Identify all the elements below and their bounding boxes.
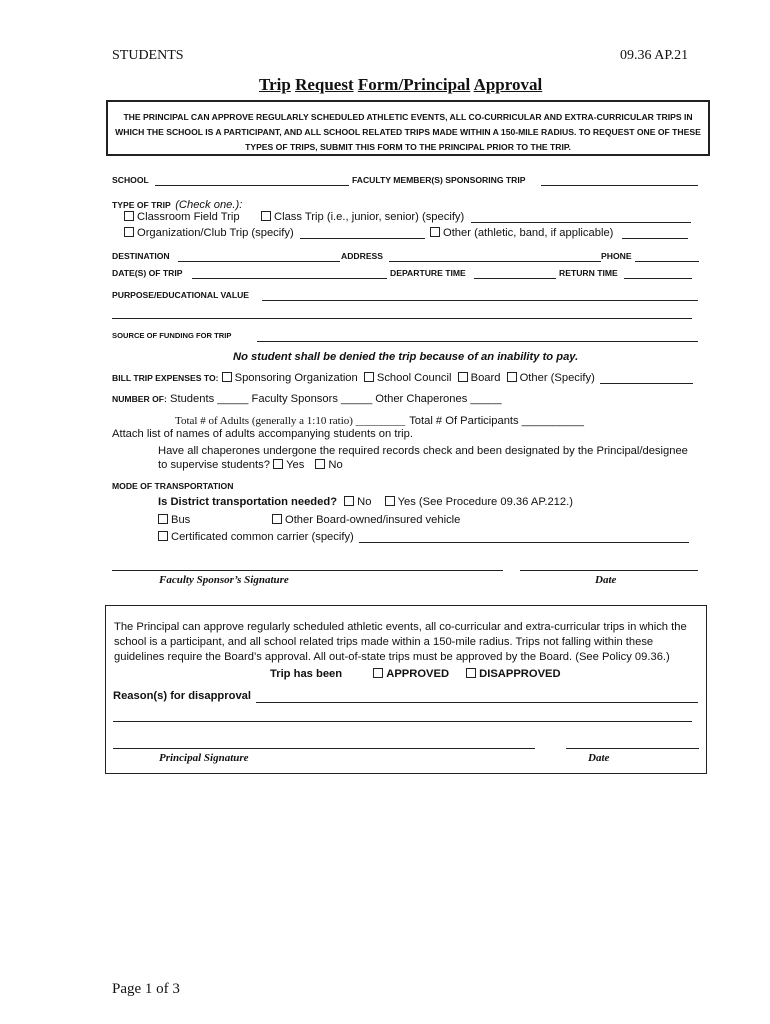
return-field[interactable] — [624, 278, 692, 279]
mode-label: MODE OF TRANSPORTATION — [112, 481, 234, 491]
carrier-label: Certificated common carrier (specify) — [171, 531, 354, 543]
district-no-label: No — [357, 496, 372, 508]
bill-council-label: School Council — [376, 372, 452, 384]
departure-label: DEPARTURE TIME — [390, 268, 466, 278]
bus-label: Bus — [171, 514, 191, 526]
header-left: STUDENTS — [112, 48, 184, 63]
district-yes-label: Yes (See Procedure 09.36 AP.212.) — [397, 496, 573, 508]
total-adults: Total # of Adults (generally a 1:10 ratio) _________ — [175, 415, 406, 427]
number-label: NUMBER OF: — [112, 394, 167, 404]
option-class-label: Class Trip (i.e., junior, senior) (specify) — [274, 211, 465, 223]
bill-sponsor-label: Sponsoring Organization — [234, 372, 358, 384]
chaperone-question: Have all chaperones undergone the required records check and been designated by the Principal/designee — [158, 445, 688, 457]
sponsor-signature-label: Faculty Sponsor’s Signature — [159, 574, 289, 586]
district-row — [158, 496, 573, 508]
reasons-field-2[interactable] — [113, 721, 692, 722]
title-word-2: Request — [295, 75, 354, 94]
bill-board-label: Board — [470, 372, 501, 384]
chaperone-yes-label: Yes — [286, 459, 305, 471]
checkbox-carrier[interactable] — [158, 531, 168, 541]
district-question: Is District transportation needed? — [158, 496, 338, 508]
title-word-1: Trip — [259, 75, 291, 94]
principal-signature-label: Principal Signature — [159, 752, 249, 764]
principal-date-field[interactable] — [566, 748, 699, 749]
total-participants: Total # Of Participants __________ — [409, 415, 584, 427]
approved-label: APPROVED — [386, 668, 450, 680]
checkbox-bus[interactable] — [158, 514, 168, 524]
other-vehicle-label: Other Board-owned/insured vehicle — [285, 514, 461, 526]
purpose-field[interactable] — [262, 300, 698, 301]
principal-date-label: Date — [588, 752, 610, 764]
school-field[interactable] — [155, 185, 349, 186]
trip-has-been-label: Trip has been — [270, 668, 343, 680]
option-classroom-label: Classroom Field Trip — [137, 211, 240, 223]
header-right: 09.36 AP.21 — [620, 48, 689, 63]
num-students: Students _____ — [170, 393, 249, 405]
departure-field[interactable] — [474, 278, 556, 279]
page-number: Page 1 of 3 — [112, 981, 180, 997]
option-org-label: Organization/Club Trip (specify) — [137, 227, 294, 239]
bill-row — [112, 372, 595, 384]
option-other-label: Other (athletic, band, if applicable) — [443, 227, 614, 239]
number-row — [112, 393, 502, 405]
purpose-field-2[interactable] — [112, 318, 692, 319]
bill-other-label: Other (Specify) — [519, 372, 595, 384]
checkbox-other-vehicle[interactable] — [272, 514, 282, 524]
decision-row — [270, 668, 561, 680]
checkbox-bill-sponsor[interactable] — [222, 372, 232, 382]
destination-field[interactable] — [178, 261, 340, 262]
school-label: SCHOOL — [112, 175, 149, 185]
funding-field[interactable] — [257, 341, 698, 342]
principal-signature-field[interactable] — [113, 748, 535, 749]
sponsor-date-label: Date — [595, 574, 617, 586]
option-classroom — [124, 211, 240, 223]
faculty-label: FACULTY MEMBER(S) SPONSORING TRIP — [352, 175, 526, 185]
phone-field[interactable] — [635, 261, 699, 262]
return-label: RETURN TIME — [559, 268, 618, 278]
reasons-field[interactable] — [256, 702, 698, 703]
page-title — [259, 75, 542, 95]
attach-note: Attach list of names of adults accompanying students on trip. — [112, 428, 413, 440]
checkbox-org[interactable] — [124, 227, 134, 237]
address-field[interactable] — [389, 261, 601, 262]
type-hint: (Check one.): — [175, 199, 243, 211]
sponsor-date-field[interactable] — [520, 570, 698, 571]
chaperone-question-2: to supervise students? — [158, 459, 270, 471]
chaperone-no-label: No — [328, 459, 343, 471]
checkbox-classroom[interactable] — [124, 211, 134, 221]
purpose-label: PURPOSE/EDUCATIONAL VALUE — [112, 290, 250, 300]
totals-row — [175, 411, 584, 429]
title-word-3: Form/Principal — [357, 75, 471, 94]
option-org — [124, 227, 294, 239]
notice-box — [106, 100, 710, 156]
bill-label: BILL TRIP EXPENSES TO: — [112, 373, 219, 383]
checkbox-disapproved[interactable] — [466, 668, 476, 678]
num-faculty: Faculty Sponsors _____ — [251, 393, 373, 405]
reasons-label: Reason(s) for disapproval — [113, 690, 252, 702]
bus-option — [158, 514, 190, 526]
checkbox-bill-other[interactable] — [507, 372, 517, 382]
checkbox-other[interactable] — [430, 227, 440, 237]
funding-label: SOURCE OF FUNDING FOR TRIP — [112, 331, 232, 340]
other-specify-field[interactable] — [622, 238, 688, 239]
org-specify-field[interactable] — [300, 238, 425, 239]
checkbox-district-no[interactable] — [344, 496, 354, 506]
checkbox-bill-board[interactable] — [458, 372, 468, 382]
carrier-option — [158, 531, 354, 543]
checkbox-approved[interactable] — [373, 668, 383, 678]
checkbox-chaperone-yes[interactable] — [273, 459, 283, 469]
no-denial-statement: No student shall be denied the trip because of an inability to pay. — [233, 351, 579, 363]
address-label: ADDRESS — [341, 251, 384, 261]
approval-guidelines: The Principal can approve regularly scheduled athletic events, all co-curricular and extra-curricular trips in which the school is a participant, and all school related trips made within a 150-mile radius. Trips not falling within these guidelines require the Board’s approval. All out-of-state trips must be approved by the Board. (See Policy 09.36.) — [114, 621, 687, 663]
bill-other-field[interactable] — [600, 383, 693, 384]
type-label: TYPE OF TRIP — [112, 200, 171, 210]
checkbox-chaperone-no[interactable] — [315, 459, 325, 469]
notice-text: THE PRINCIPAL CAN APPROVE REGULARLY SCHEDULED ATHLETIC EVENTS, ALL CO-CURRICULAR AND EXTRA-CURRICULAR TRIPS IN WHICH THE SCHOOL IS A PARTICIPANT, AND ALL SCHOOL RELATED TRIPS MADE WITHIN A 150-MILE RADIUS. TO REQUEST ONE OF THESE TYPES OF TRIPS, SUBMIT THIS FORM TO THE PRINCIPAL PRIOR TO THE TRIP. — [115, 112, 701, 152]
chaperone-answer-row — [158, 459, 343, 471]
principal-approval-box — [105, 605, 707, 774]
disapproved-label: DISAPPROVED — [479, 668, 561, 680]
dates-label: DATE(S) OF TRIP — [112, 268, 183, 278]
other-vehicle-option — [272, 514, 460, 526]
title-word-4: Approval — [473, 75, 543, 94]
checkbox-district-yes[interactable] — [385, 496, 395, 506]
phone-label: PHONE — [601, 251, 632, 261]
class-specify-field[interactable] — [471, 222, 691, 223]
option-class — [261, 211, 464, 223]
checkbox-bill-council[interactable] — [364, 372, 374, 382]
checkbox-class[interactable] — [261, 211, 271, 221]
option-other — [430, 227, 613, 239]
dates-field[interactable] — [192, 278, 387, 279]
sponsor-signature-field[interactable] — [112, 570, 503, 571]
carrier-specify-field[interactable] — [359, 542, 689, 543]
destination-label: DESTINATION — [112, 251, 170, 261]
faculty-field[interactable] — [541, 185, 698, 186]
num-chaperones: Other Chaperones _____ — [375, 393, 502, 405]
